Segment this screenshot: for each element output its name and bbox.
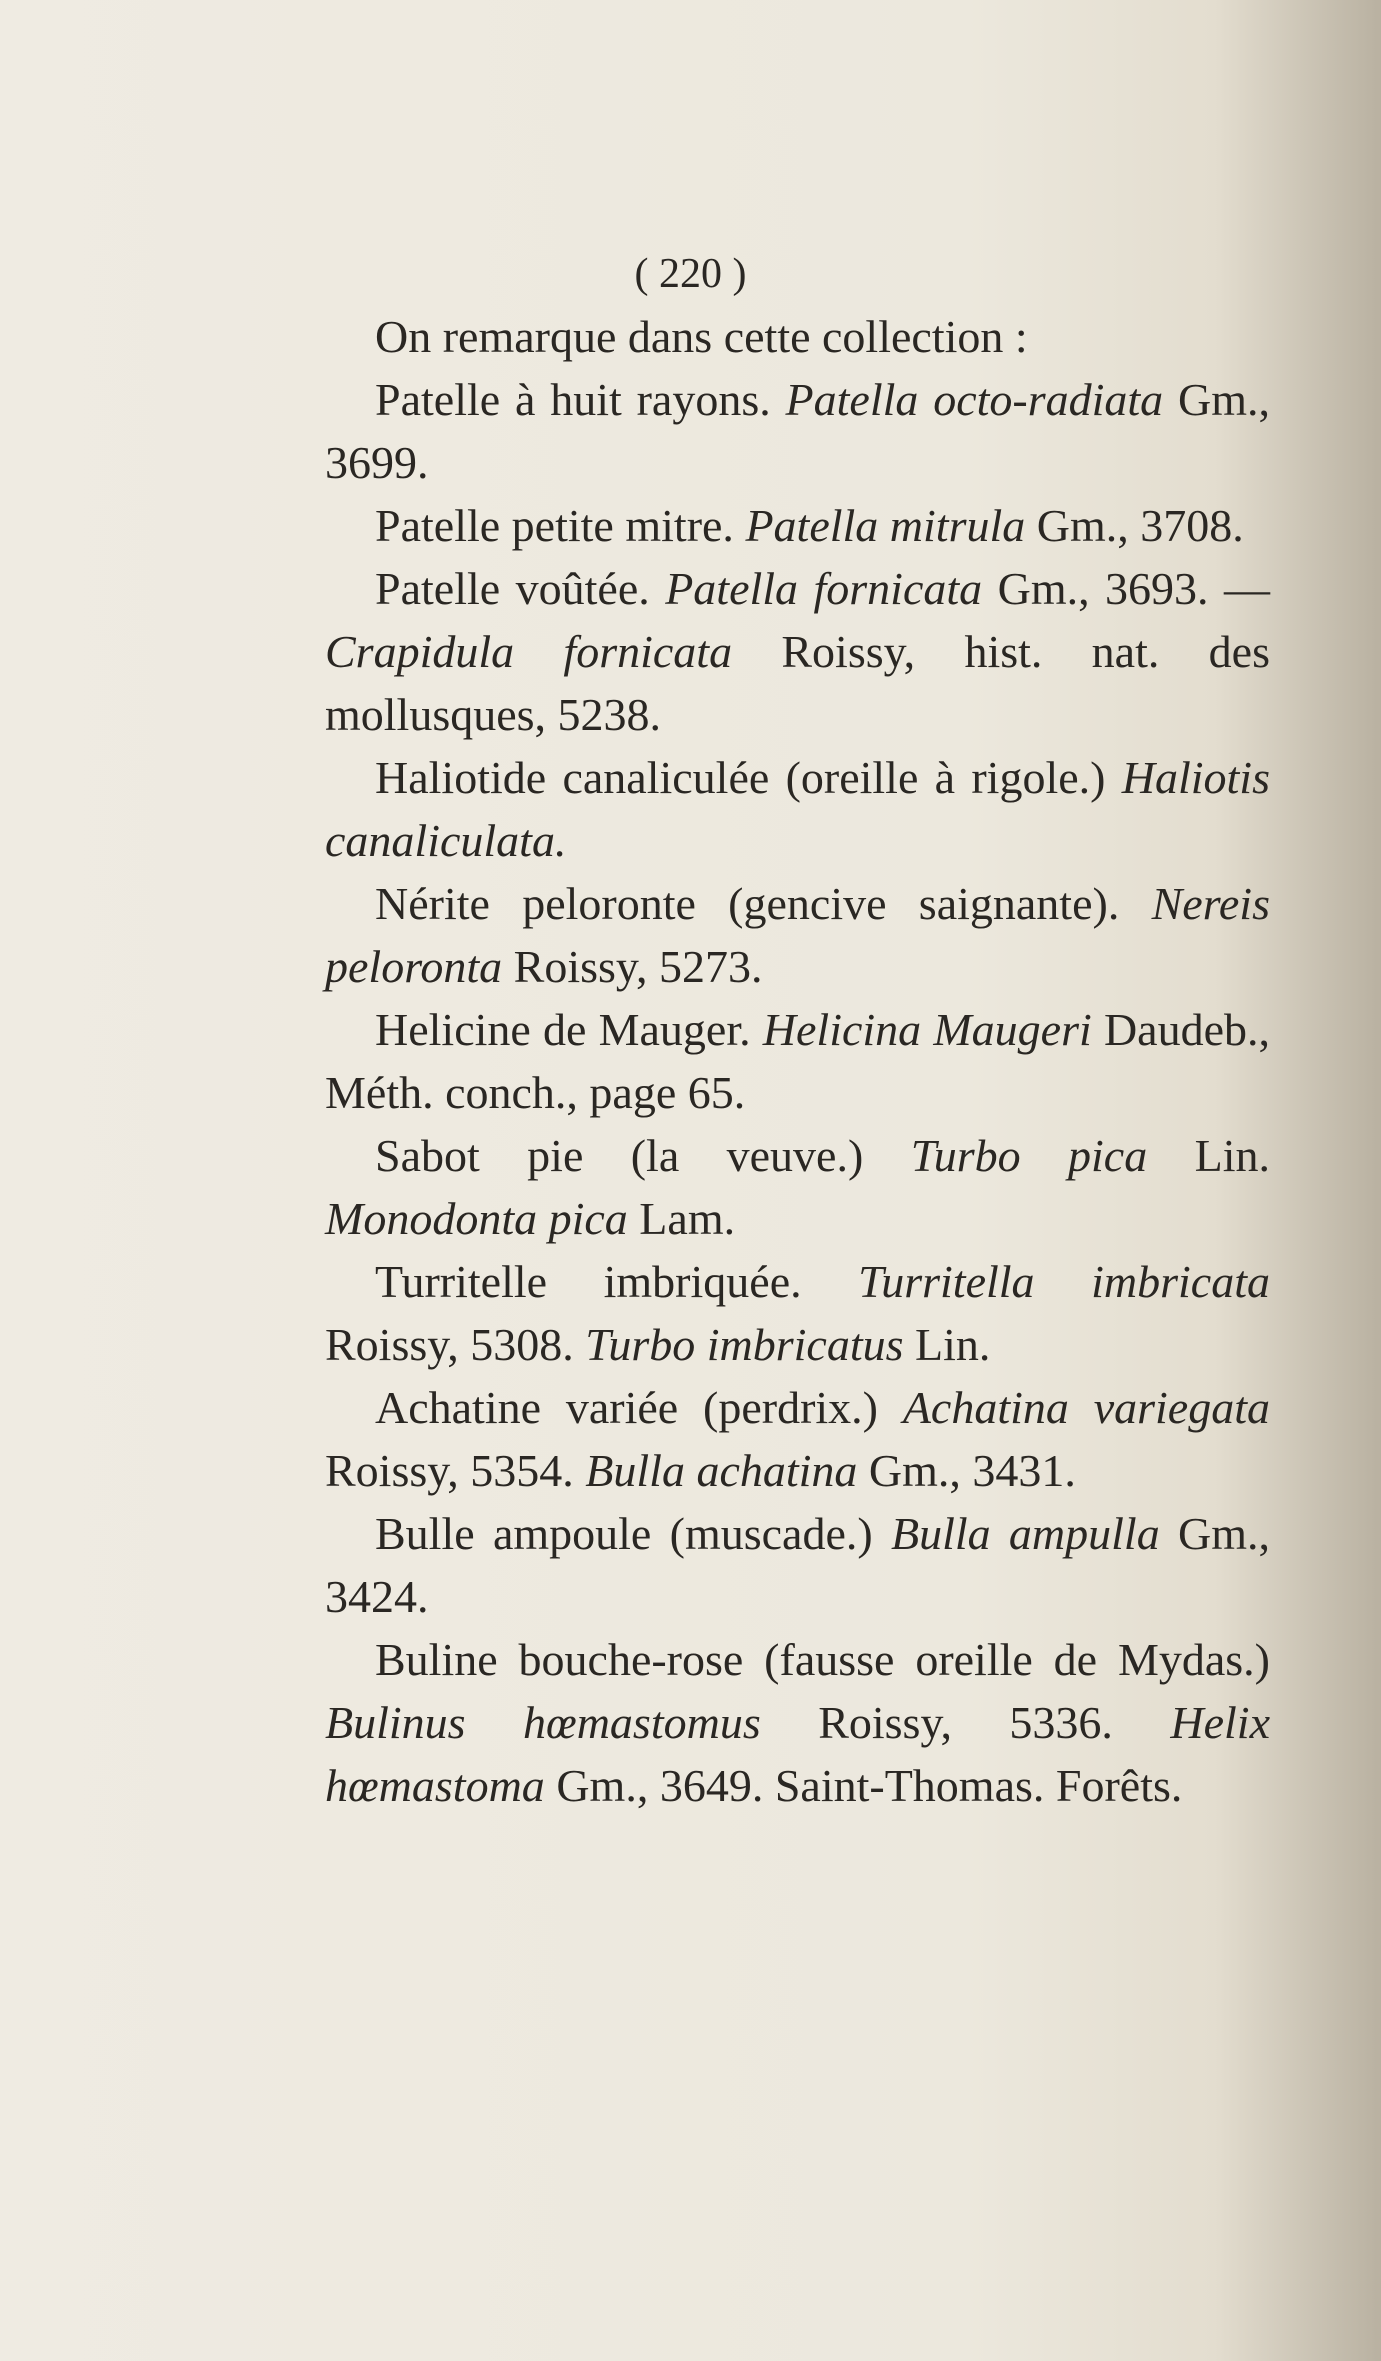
species-entry (325, 368, 1270, 494)
latin-name: Bulinus hœmastomus (325, 1697, 761, 1748)
common-name: Bulle ampoule (muscade.) (375, 1508, 891, 1559)
reference: Roissy, 5354. (325, 1445, 586, 1496)
latin-name: Helicina Maugeri (762, 1004, 1092, 1055)
latin-name: Nereis peloronta (325, 878, 1270, 992)
latin-name: Turbo pica (910, 1130, 1148, 1181)
species-entry (325, 1124, 1270, 1250)
reference: Roissy, 5273. (502, 941, 763, 992)
species-entry (325, 494, 1270, 557)
latin-name: Patella fornicata (665, 563, 983, 614)
common-name: Patelle voûtée. (375, 563, 666, 614)
species-entry (325, 1376, 1270, 1502)
latin-name: Patella octo-radiata (785, 374, 1164, 425)
reference: Lin. (903, 1319, 991, 1370)
reference: Gm., 3699. (325, 374, 1270, 488)
reference: Gm., 3693. — (982, 563, 1271, 614)
latin-name: Achatina variegata (902, 1382, 1271, 1433)
species-entry (325, 872, 1270, 998)
reference: Lin. (1147, 1130, 1270, 1181)
reference: Gm., 3424. (325, 1508, 1271, 1622)
species-entry (325, 746, 1270, 872)
common-name: Turritelle imbriquée. (375, 1256, 859, 1307)
reference: Roissy, 5308. (325, 1319, 586, 1370)
reference: Roissy, 5336. (760, 1697, 1171, 1748)
reference: Gm., 3431. (857, 1445, 1076, 1496)
entry-text: On remarque dans cette collection : (375, 311, 1028, 362)
species-entry (325, 998, 1270, 1124)
reference: Gm., 3708. (1025, 500, 1244, 551)
species-entry (325, 1628, 1270, 1817)
species-entry (325, 1250, 1270, 1376)
reference: Gm., 3649. Saint-Thomas. Forêts. (544, 1760, 1183, 1811)
intro-line (325, 305, 1270, 368)
common-name: Patelle petite mitre. (375, 500, 746, 551)
page-number: ( 220 ) (634, 251, 747, 297)
common-name: Achatine variée (perdrix.) (375, 1382, 903, 1433)
common-name: Patelle à huit rayons. (375, 374, 786, 425)
page-text (325, 305, 1270, 1817)
common-name: Sabot pie (la veuve.) (375, 1130, 911, 1181)
common-name: Helicine de Mauger. (375, 1004, 763, 1055)
latin-name: Turritella imbricata (858, 1256, 1270, 1307)
common-name: Nérite peloronte (gencive saignante). (375, 878, 1152, 929)
latin-synonym: Turbo imbricatus (585, 1319, 904, 1370)
latin-name: Haliotis canaliculata. (325, 752, 1270, 866)
species-entry (325, 1502, 1270, 1628)
latin-synonym: Monodonta pica (325, 1193, 628, 1244)
latin-name: Bulla ampulla (890, 1508, 1160, 1559)
species-entry (325, 557, 1270, 746)
reference: Lam. (627, 1193, 736, 1244)
latin-name: Patella mitrula (745, 500, 1026, 551)
latin-synonym: Bulla achatina (585, 1445, 858, 1496)
reference: Roissy, hist. nat. des mollusques, 5238. (325, 626, 1270, 740)
common-name: Haliotide canaliculée (oreille à rigole.) (375, 752, 1122, 803)
common-name: Buline bouche-rose (fausse oreille de Mydas.) (375, 1634, 1270, 1685)
latin-synonym: Helix hœmastoma (325, 1697, 1271, 1811)
reference: Daudeb., Méth. conch., page 65. (325, 1004, 1271, 1118)
latin-synonym: Crapidula fornicata (325, 626, 733, 677)
